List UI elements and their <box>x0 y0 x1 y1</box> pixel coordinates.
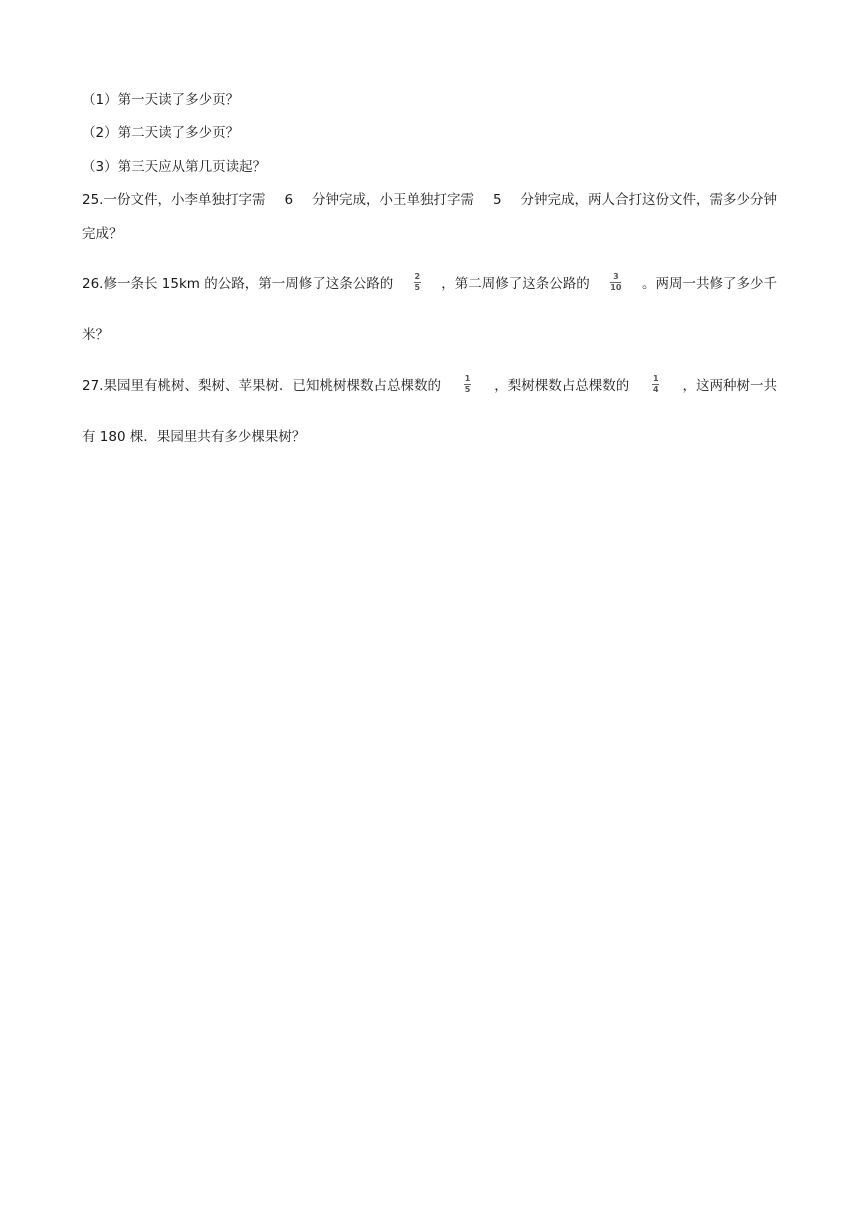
sub-question-3: （3）第三天应从第几页读起？ <box>82 159 267 175</box>
question-27-line-2: 有 180 棵．果园里共有多少棵果树？ <box>82 429 306 445</box>
fraction-numerator: 2 <box>414 272 421 281</box>
fraction-three-tenths <box>610 273 621 293</box>
question-25-number-a: 6 <box>284 192 294 208</box>
question-27-text-a: 27.果园里有桃树、梨树、苹果树．已知桃树棵数占总棵数的 <box>82 378 441 394</box>
fraction-denominator: 5 <box>414 283 421 292</box>
question-26-text-b: ，第二周修了这条公路的 <box>441 276 590 292</box>
fraction-numerator: 3 <box>613 272 619 281</box>
fraction-numerator: 1 <box>653 374 659 383</box>
question-25-text-b: 分钟完成，小王单独打字需 <box>311 192 474 208</box>
question-26-line-1 <box>82 274 777 294</box>
question-25-line-1 <box>82 190 777 210</box>
question-27-line-1 <box>82 376 777 396</box>
question-27-text-b: ，梨树棵数占总棵数的 <box>494 378 630 394</box>
fraction-denominator: 10 <box>610 283 622 292</box>
question-26-line-2: 米？ <box>82 327 109 343</box>
question-25-text-a: 25.一份文件，小李单独打字需 <box>82 192 266 208</box>
question-26-text-a: 26.修一条长 15km 的公路，第一周修了这条公路的 <box>82 276 394 292</box>
fraction-denominator: 5 <box>464 385 471 394</box>
question-26-text-c: 。两周一共修了多少千 <box>641 276 777 292</box>
sub-question-2: （2）第二天读了多少页？ <box>82 125 240 141</box>
question-25-text-c: 分钟完成，两人合打这份文件，需多少分钟 <box>520 192 777 208</box>
question-25-number-b: 5 <box>492 192 502 208</box>
sub-question-1: （1）第一天读了多少页？ <box>82 92 240 108</box>
fraction-two-fifths <box>414 273 421 293</box>
fraction-numerator: 1 <box>464 374 471 383</box>
fraction-denominator: 4 <box>653 385 659 394</box>
question-25-line-2: 完成？ <box>82 226 123 242</box>
question-27-text-c: ，这两种树一共 <box>682 378 777 394</box>
fraction-one-fifth <box>464 375 471 395</box>
fraction-one-fourth <box>652 375 659 395</box>
